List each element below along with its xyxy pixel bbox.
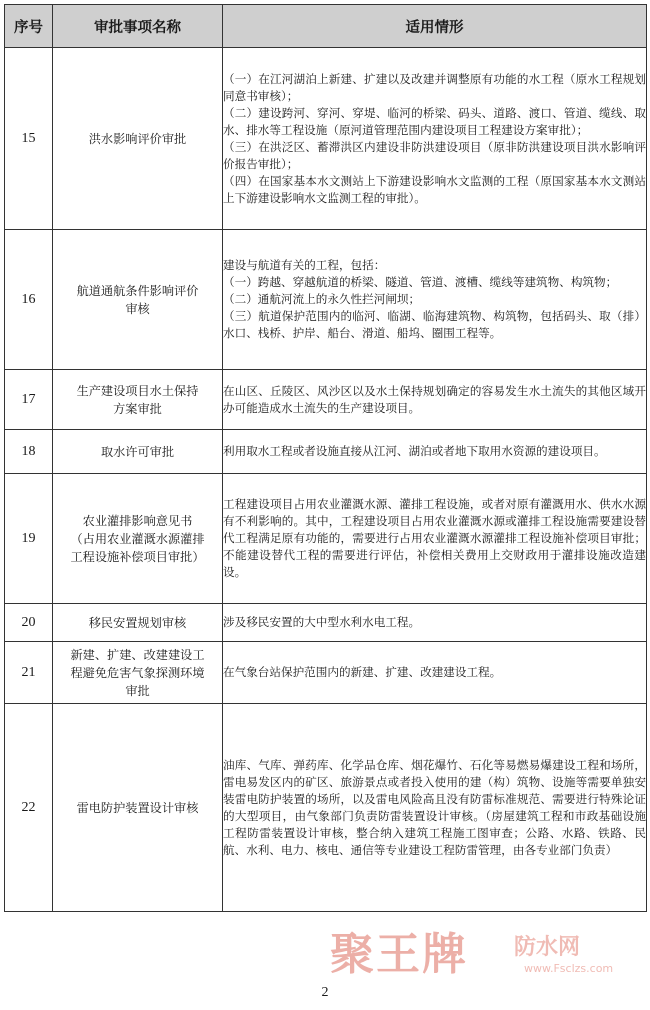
table-row bbox=[5, 370, 647, 430]
item-name-line: 取水许可审批 bbox=[100, 444, 175, 459]
item-name bbox=[53, 704, 223, 912]
scope-line: 利用取水工程或者设施直接从江河、湖泊或者地下取用水资源的建设项目。 bbox=[223, 444, 606, 458]
row-number: 18 bbox=[5, 430, 53, 474]
page-number: 2 bbox=[321, 985, 329, 1000]
item-name-line: 洪水影响评价审批 bbox=[88, 131, 187, 146]
scope-line: 油库、气库、弹药库、化学品仓库、烟花爆竹、石化等易燃易爆建设工程和场所，雷电易发区内的矿区、旅游景点或者投入使用的建（构）筑物、设施等需要单独安装雷电防护装置的场所，以及雷电风险高且没有防雷标准规范、需要进行特殊论证的大型项目，由气象部门负责防雷装置设计审核。（房屋建筑工程和市政基础设施工程防雷装置设计审核，整合纳入建筑工程施工图审查；公路、水路、铁路、民航、水利、电力、核电、通信等专业建设工程防雷管理，由各专业部门负责） bbox=[223, 757, 646, 857]
applicable-scope bbox=[223, 604, 647, 642]
applicable-scope bbox=[223, 230, 647, 370]
row-number: 20 bbox=[5, 604, 53, 642]
approval-items-table bbox=[4, 4, 647, 912]
scope-line: 工程建设项目占用农业灌溉水源、灌排工程设施，或者对原有灌溉用水、供水水源有不利影响的。其中，工程建设项目占用农业灌溉水源或灌排工程设施需要建设替代工程满足原有功能的，需要进行占用农业灌溉水源灌排工程设施补偿项目审批；不能建设替代工程的需要进行评估，补偿相关费用上交财政用于灌排设施改造建设。 bbox=[223, 497, 646, 579]
table-row bbox=[5, 474, 647, 604]
item-name bbox=[53, 230, 223, 370]
header-scope: 适用情形 bbox=[223, 5, 647, 48]
scope-line: 在气象台站保护范围内的新建、扩建、改建建设工程。 bbox=[223, 665, 502, 679]
scope-line: （二）建设跨河、穿河、穿堤、临河的桥梁、码头、道路、渡口、管道、缆线、取水、排水等工程设施（原河道管理范围内建设项目工程建设方案审批）； bbox=[223, 105, 646, 137]
applicable-scope bbox=[223, 642, 647, 704]
header-no: 序号 bbox=[5, 5, 53, 48]
item-name-line: 方案审批 bbox=[113, 401, 162, 416]
table-row bbox=[5, 430, 647, 474]
table-body bbox=[5, 48, 647, 912]
item-name-line: 生产建设项目水土保持 bbox=[76, 383, 199, 398]
table-row bbox=[5, 642, 647, 704]
item-name bbox=[53, 604, 223, 642]
table-row bbox=[5, 604, 647, 642]
item-name bbox=[53, 430, 223, 474]
applicable-scope bbox=[223, 370, 647, 430]
scope-line: （一）在江河湖泊上新建、扩建以及改建并调整原有功能的水工程（原水工程规划同意书审核）； bbox=[223, 71, 646, 103]
applicable-scope bbox=[223, 704, 647, 912]
applicable-scope bbox=[223, 474, 647, 604]
watermark-brand: 聚王牌 bbox=[330, 929, 468, 980]
row-number: 15 bbox=[5, 48, 53, 230]
item-name-line: 审核 bbox=[125, 301, 150, 316]
item-name-line: 航道通航条件影响评价 bbox=[76, 283, 199, 298]
row-number: 19 bbox=[5, 474, 53, 604]
row-number: 16 bbox=[5, 230, 53, 370]
item-name-line: 工程设施补偿项目审批） bbox=[70, 549, 205, 564]
scope-line: 建设与航道有关的工程，包括： bbox=[223, 258, 386, 272]
scope-line: 在山区、丘陵区、风沙区以及水土保持规划确定的容易发生水土流失的其他区域开办可能造成水土流失的生产建设项目。 bbox=[223, 383, 646, 415]
item-name-line: 移民安置规划审核 bbox=[88, 615, 187, 630]
watermark bbox=[330, 918, 630, 988]
item-name-line: 程避免危害气象探测环境 bbox=[70, 665, 205, 680]
item-name bbox=[53, 642, 223, 704]
row-number: 21 bbox=[5, 642, 53, 704]
scope-line: （一）跨越、穿越航道的桥梁、隧道、管道、渡槽、缆线等建筑物、构筑物； bbox=[223, 275, 618, 289]
item-name-line: （占用农业灌溉水源灌排 bbox=[70, 531, 205, 546]
item-name bbox=[53, 48, 223, 230]
applicable-scope bbox=[223, 48, 647, 230]
scope-line: （二）通航河流上的永久性拦河闸坝； bbox=[223, 292, 421, 306]
item-name bbox=[53, 370, 223, 430]
watermark-url: www.Fsclzs.com bbox=[524, 962, 614, 975]
header-name: 审批事项名称 bbox=[53, 5, 223, 48]
item-name-line: 审批 bbox=[125, 683, 150, 698]
item-name-line: 农业灌排影响意见书 bbox=[82, 513, 193, 528]
table-row bbox=[5, 230, 647, 370]
table-row bbox=[5, 704, 647, 912]
watermark-site: 防水网 bbox=[514, 935, 581, 960]
item-name bbox=[53, 474, 223, 604]
item-name-line: 雷电防护装置设计审核 bbox=[76, 800, 199, 815]
item-name-line: 新建、扩建、改建建设工 bbox=[70, 647, 205, 662]
row-number: 17 bbox=[5, 370, 53, 430]
scope-line: （四）在国家基本水文测站上下游建设影响水文监测的工程（原国家基本水文测站上下游建设影响水文监测工程的审批）。 bbox=[223, 173, 646, 205]
row-number: 22 bbox=[5, 704, 53, 912]
scope-line: （三）在洪泛区、蓄滞洪区内建设非防洪建设项目（原非防洪建设项目洪水影响评价报告审批）； bbox=[223, 139, 646, 171]
scope-line: 涉及移民安置的大中型水利水电工程。 bbox=[223, 615, 421, 629]
scope-line: （三）航道保护范围内的临河、临湖、临海建筑物、构筑物，包括码头、取（排）水口、栈桥、护岸、船台、滑道、船坞、圈围工程等。 bbox=[223, 309, 646, 340]
applicable-scope bbox=[223, 430, 647, 474]
table-header-row bbox=[5, 5, 647, 48]
table-row bbox=[5, 48, 647, 230]
